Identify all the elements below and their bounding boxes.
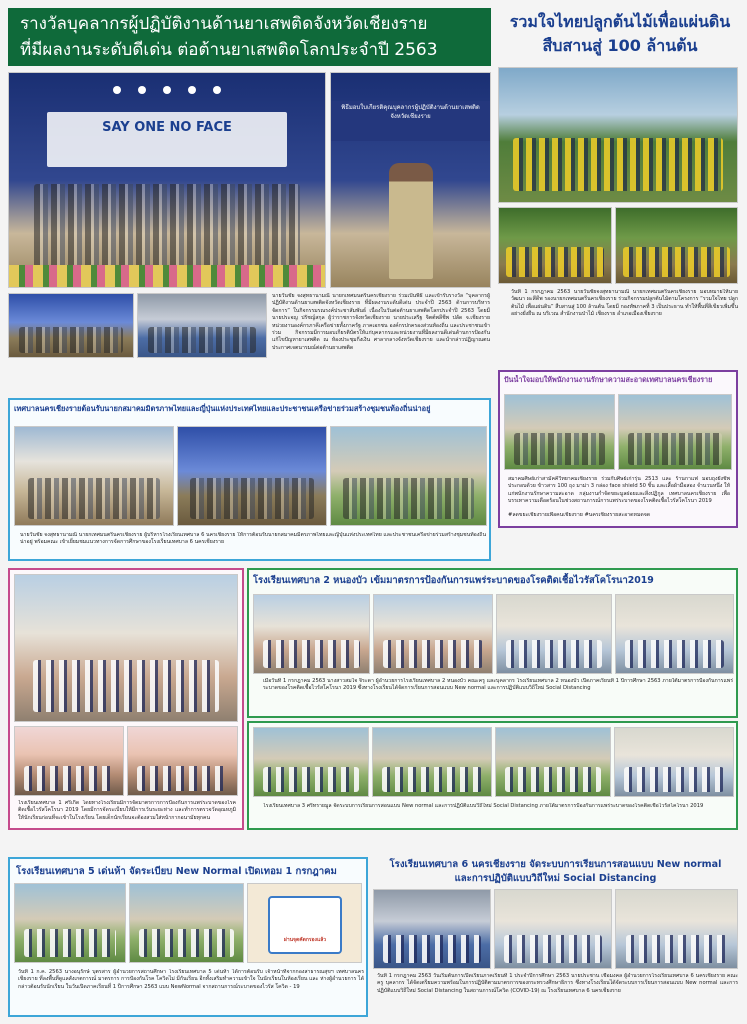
school5-photo-sign (247, 883, 362, 963)
school2-title: โรงเรียนเทศบาล 2 หนองบัว เข้มมาตรการป้องกันการแพร่ระบาดของโรคติดเชื้อไวรัสโคโรนา2019 (253, 575, 654, 586)
school6-title-line1: โรงเรียนเทศบาล 6 นครเชียงราย จัดระบบการเรียนการสอนแบบ New normal (389, 859, 722, 870)
school6-body-text: วันที่ 1 กรกฎาคม 2563 วันเริ่มต้นการเปิดเรียนภาคเรียนที่ 1 ประจำปีการศึกษา 2563 นายประชาน เชื้อมงคล ผู้อำนวยการโรงเรียนเทศบาล 6 นครเชียงราย คณะครู บุคลากร ได้จัดเตรียมความพร้อมในการปฏิบัติตามมาตรการของกระทรวงศึกษาธิการ ซึ่งทางโรงเรียนได้จัดระบบการเรียนการสอนแบบ New normal และการปฏิบัติแบบวิถีใหม่ Social Distancing ในสถานการณ์โควิด (COVID-19) ณ โรงเรียนเทศบาล 6 นครเชียงราย (377, 973, 738, 994)
donation-section (498, 370, 738, 528)
awardee-figure (389, 163, 433, 279)
tree-title-line1: รวมใจไทยปลูกต้นไม้เพื่อแผ่นดิน (509, 12, 731, 31)
dot-icon[interactable] (113, 86, 121, 94)
donation-title: ปันน้ำใจมอบให้พนักงานงานรักษาความสะอาดเทศบาลนครเชียงราย (504, 375, 713, 384)
school6-photo-class1 (494, 889, 612, 969)
tree-planting-photo-2 (615, 207, 738, 284)
japan-title: เทศบาลนครเชียงรายต้อนรับนายกสมาคมมิตรภาพไทยและญี่ปุ่นแห่งประเทศไทยและประชาชนเครือข่ายร่วมสร้างชุมชนท้องถิ่นน่าอยู่ (14, 404, 431, 413)
dot-icon[interactable] (163, 86, 171, 94)
tree-body-text: วันที่ 1 กรกฎาคม 2563 นายวันชัยจงสุทธานามณี นายกเทศมนตรีนครเชียงราย มอบหมายให้นายวัฒนา ผะสีดีพ รองนายกเทศมนตรีนครเชียงราย ร่วมกิจกรรมปลูกต้นไม้ตามโครงการ “รวมใจไทย ปลูกต้นไม้ เพื่อแผ่นดิน” สืบสานสู่ 100 ล้านต้น โดยมี กองทัพภาคที่ 3 เป็นประธาน ทำให้พื้นที่สีเขียวเพิ่มขึ้นอย่างยั่งยืน ณ บริเวณ สำนักงานป่าไม้ เชียงราย อำเภอเมืองเชียงราย (511, 289, 738, 318)
flower-row (9, 265, 325, 287)
donation-photo-2 (618, 394, 732, 470)
school2-body-text: เมื่อวันที่ 1 กรกฎาคม 2563 นางสาวสมใจ จิระดา ผู้อำนวยการโรงเรียนเทศบาล 2 หนองบัว คณะครู และบุคลากร โรงเรียนเทศบาล 2 หนองบัว เปิดภาคเรียนที่ 1 ปีการศึกษา 2563 ภายใต้มาตรการป้องกันการแพร่ระบาดของโรคติดเชื้อไวรัสโคโรนา 2019 ซึ่งทางโรงเรียนได้จัดการเรียนการสอนแบบ New normal และการปฏิบัติแบบวิถีใหม่ Social Distancing (263, 678, 733, 692)
school1-photo-entrance (14, 574, 238, 722)
school1-section (8, 568, 244, 830)
dot-icon[interactable] (138, 86, 146, 94)
tree-group-photo (498, 67, 738, 203)
school2-photo-3 (496, 594, 612, 674)
award-ceremony-photo (330, 72, 491, 288)
donation-body-text: สมาคมศิษย์เก่าสามัคคีวิทยาคมเชียงราย ร่วมกับศิษย์เก่ารุ่น 2513 และ ร้านกาแฟ มอบถุงยังชีพ ประกอบด้วย ข้าวสาร 100 ถุง มาม่า 3 กล่อง face shield 50 ชิ้น และเสื้อผ้ามือสอง จำนวนหนึ่ง ให้แก่พนักงานรักษาความสะอาด กลุ่มงานกำจัดขยะมูลฝอยและสิ่งปฏิกูล เทศบาลนครเชียงราย เพื่อบรรเทาความเดือดร้อนในช่วงสถานการณ์การแพร่ระบาดของโรคติดเชื้อไวรัสโคโรนา 2019 (508, 476, 730, 505)
school5-section (8, 857, 368, 1017)
school3-photo-2 (372, 727, 492, 797)
ceremony-banner-text: พิธีมอบใบเกียรติคุณบุคลากรผู้ปฏิบัติงานด้านยาเสพติดจังหวัดเชียงราย (341, 104, 480, 120)
stage-banner-text: SAY ONE NO FACE (102, 120, 232, 136)
sign-board (268, 896, 342, 954)
donation-hashtags: #ลดขยะเชียงรายเพื่อคนเชียงราย #นครเชียงรายสะอาดหมดจด (508, 512, 651, 518)
school5-photo-walk (129, 883, 244, 963)
school6-photo-hall (373, 889, 491, 969)
school5-body-text: วันที่ 1 ก.ค. 2563 นางอนุรักษ์ บุตรสาร ผู้อำนวยการสถานศึกษา โรงเรียนเทศบาล 5 เด่นห้า ได้การต้อนรับ เจ้าหน้าที่จากกองสาธารณสุขฯ เทศบาลนครเชียงราย ที่ลงพื้นที่ดูแลสังเกตการณ์ มาตรการ การป้องกันโรค โควิดไม่ มีกันเรียน อีกทั้งเสริมทำความเข้าใจ ในนักเรียนในห้องเรียน และ ห่างผู้อำนวยการ ได้กล่าวต้อนรับนักเรียน ในวันเปิดภาคเรียนที่ 1 ปีการศึกษา 2563 แบบ NewNormal จากสถานการณ์ระบาดของไวรัส โควิด - 19 (18, 969, 364, 990)
school1-photo-checkin (14, 726, 124, 796)
school6-title-line2: และการปฏิบัติแบบวิถีใหม่ Social Distancing (454, 873, 657, 884)
japan-body-text: นายวันชัย จงสุทธานามณี นายกเทศมนตรีนครเชียงราย ผู้บริหารโรงเรียนเทศบาล 6 นครเชียงราย ให้การต้อนรับนายกสมาคมมิตรภาพไทยและญี่ปุ่นแห่งประเทศไทย และประชาชนเครือข่ายร่วมสร้างชุมชนท้องถิ่นน่าอยู่ พร้อมคณะ เข้าเยี่ยมชมแนวทางการจัดการศึกษาของโรงเรียนเทศบาล 6 นครเชียงราย (20, 532, 486, 546)
japan-photo-garden (330, 426, 487, 526)
school1-body-text: โรงเรียนเทศบาล 1 ศรีเกิด โดยทางโรงเรียนมีการจัดมาตรการการป้องกันการแพร่ระบาดของโรคติดเชื้อไวรัสโคโรนา 2019 โดยมีการจัดระเบียบให้มีการเว้นระยะห่าง และทำการตรวจวัดอุณหภูมิให้นักเรียนก่อนที่จะเข้าในโรงเรียน โดยเด็กนักเรียนจะต้องสวมใส่หน้ากากอนามัยทุกคน (18, 800, 236, 821)
school2-photo-1 (253, 594, 370, 674)
school2-section (247, 568, 738, 718)
carousel-dots (9, 79, 325, 98)
school3-photo-3 (495, 727, 611, 797)
school5-title: โรงเรียนเทศบาล 5 เด่นห้า จัดระเบียบ New Normal เปิดเทอม 1 กรกฎาคม (16, 866, 337, 877)
award-body-text: นายวันชัย จงสุทธานามณี นายกเทศมนตรีนครเชียงราย ร่วมเป็นพิธี และเข้ารับรางวัล “บุคลากรผู้ปฏิบัติงานด้านยาเสพติดจังหวัดเชียงราย ที่มีผลงานระดับดีเด่น ประจำปี 2563 ด้านการบริหารจัดการ” ในกิจกรรมรณรงค์ประชาสัมพันธ์ เนื่องในวันต่อต้านยาเสพติดโลกประจำปี 2563 โดยมี นายประจญ ปรัชญ์สกุล ผู้ว่าราชการจังหวัดเชียงราย นายประเสริฐ จิตต์พลีชีพ ปลัด จ.เชียงราย หน่วยงานองค์กรภาคีเครือข่ายทั้งภาครัฐ ภาคเอกชน องค์กรปกครองส่วนท้องถิ่น และประชาชนเข้าร่วม กิจกรรมมีการมอบเกียรติบัตรให้แก่บุคลากรและหน่วยงานที่มีผลงานดีเด่นด้านการป้องกันแก้ไขปัญหายาเสพติด ณ ห้องประชุมกิ่งเงิน ศาลากลางจังหวัดเชียงราย และนำกล่าวปฏิญาณตนประกาศเจตนารมณ์ต่อต้านยาเสพติด (272, 293, 490, 351)
donation-photo-1 (504, 394, 615, 470)
japan-section (8, 398, 491, 561)
school6-photo-class2 (615, 889, 738, 969)
japan-photo-temple (14, 426, 174, 526)
dot-icon[interactable] (213, 86, 221, 94)
school1-photo-temp (127, 726, 238, 796)
main-header (8, 8, 491, 66)
school2-photo-4 (615, 594, 734, 674)
school3-photo-1 (253, 727, 369, 797)
school3-section (247, 721, 738, 830)
award-stage-photo (8, 72, 326, 288)
school5-photo-assembly (14, 883, 126, 963)
dot-icon[interactable] (188, 86, 196, 94)
header-title-line1: รางวัลบุคลากรผู้ปฏิบัติงานด้านยาเสพติดจังหวัดเชียงราย (20, 14, 428, 34)
school2-photo-2 (373, 594, 493, 674)
award-group-photo (8, 293, 134, 358)
school3-body-text: โรงเรียนเทศบาล 3 ศรีทรายมูล จัดระบบการเรียนการสอนแบบ New normal และการปฏิบัติแบบวิถีใหม่ Social Distancing ภายใต้มาตรการป้องกันการแพร่ระบาดของโรคติดเชื้อไวรัสโคโรนา 2019 (263, 803, 704, 809)
school3-photo-4 (614, 727, 734, 797)
school6-section (373, 857, 738, 1017)
covid-sign-text: ผ่านจุดคัดกรองแล้ว (283, 937, 327, 943)
tree-title-line2: สืบสานสู่ 100 ล้านต้น (542, 36, 698, 55)
tree-planting-photo-1 (498, 207, 612, 284)
award-hall-photo (137, 293, 267, 358)
header-title-line2: ที่มีผลงานระดับดีเด่น ต่อต้านยาเสพติดโลกประจำปี 2563 (20, 40, 438, 60)
japan-photo-meeting (177, 426, 327, 526)
